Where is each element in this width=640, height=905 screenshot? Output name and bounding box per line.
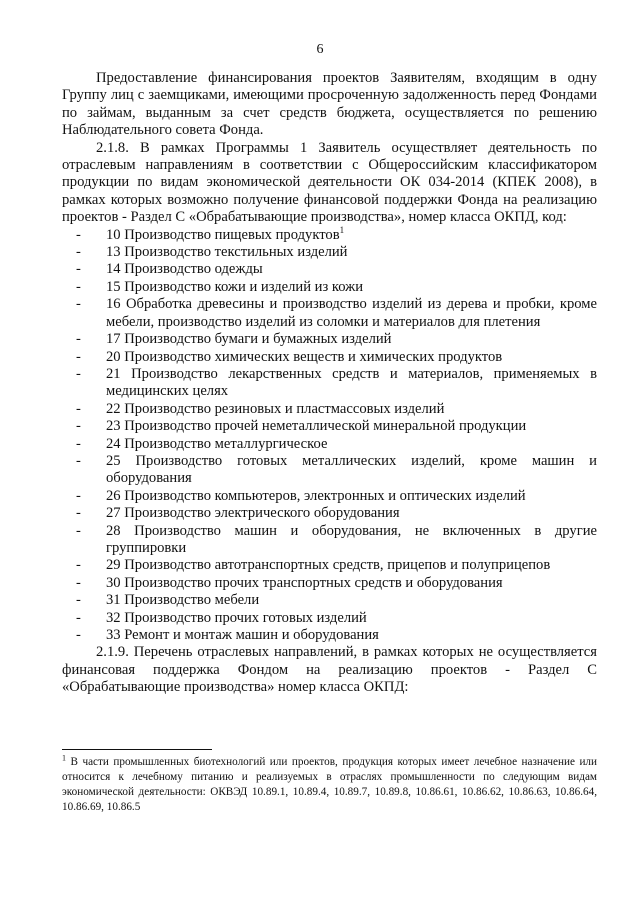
list-item: [62, 349, 597, 366]
list-item-text: 26 Производство компьютеров, электронных и оптических изделий: [106, 487, 526, 504]
list-item: [62, 244, 597, 261]
list-item: [62, 296, 597, 331]
list-item: [62, 224, 597, 244]
list-dash: -: [76, 244, 81, 261]
list-dash: -: [76, 487, 81, 504]
list-item-text: 31 Производство мебели: [106, 592, 260, 609]
list-item-text: 23 Производство прочей неметаллической минеральной продукции: [106, 418, 527, 435]
list-dash: -: [76, 435, 81, 452]
footnote-text: В части промышленных биотехнологий или проектов, продукция которых имеет лечебное назначение или относится к лечебному питанию и реализуемых в отраслях промышленности по следующим видам экономической деятельности: ОКВЭД 10.89.1, 10.89.4, 10.89.7, 10.89.8, 10.86.61, 10.86.62, 10.86.63, 10.86.64, 10.86.69, 10.86.5: [62, 756, 597, 813]
list-item: [62, 488, 597, 505]
paragraph-funding-group: Предоставление финансирования проектов Заявителям, входящим в одну Группу лиц с заемщиками, имеющими просроченную задолженность перед Фондами по займам, выданным за счет средств бюджета, осуществляется по решению Наблюдательного совета Фонда.: [62, 70, 597, 139]
list-item-text: 33 Ремонт и монтаж машин и оборудования: [106, 627, 379, 643]
list-dash: -: [76, 418, 81, 435]
list-item: [62, 505, 597, 522]
list-item: [62, 436, 597, 453]
paragraph-2-1-9: 2.1.9. Перечень отраслевых направлений, в рамках которых не осуществляется финансовая поддержка Фондом на реализацию проектов - Раздел С «Обрабатывающие производства» номер класса ОКПД:: [62, 644, 597, 696]
list-item: [62, 279, 597, 296]
list-dash: -: [76, 452, 81, 469]
footnote-separator: [62, 749, 212, 750]
list-item: [62, 610, 597, 627]
list-item-text: 14 Производство одежды: [106, 261, 263, 278]
list-dash: -: [76, 278, 81, 295]
list-item: [62, 592, 597, 609]
list-item: [62, 575, 597, 592]
list-item: [62, 366, 597, 401]
list-dash: -: [76, 261, 81, 278]
list-item-text: 15 Производство кожи и изделий из кожи: [106, 278, 364, 295]
footnote-reference: 1: [339, 224, 345, 235]
list-item-text: 24 Производство металлургическое: [106, 435, 328, 452]
list-dash: -: [76, 365, 81, 382]
list-item: [62, 557, 597, 574]
list-item: [62, 418, 597, 435]
list-dash: -: [76, 557, 81, 574]
page-content: [62, 70, 597, 697]
list-dash: -: [76, 400, 81, 417]
list-item-text: 13 Производство текстильных изделий: [106, 244, 348, 261]
list-dash: -: [76, 522, 81, 539]
list-item-text: 16 Обработка древесины и производство изделий из дерева и пробки, кроме мебели, производство изделий из соломки и материалов для плетения: [106, 296, 597, 330]
list-dash: -: [76, 296, 81, 313]
list-item-text: 32 Производство прочих готовых изделий: [106, 609, 367, 626]
list-dash: -: [76, 574, 81, 591]
list-item: [62, 453, 597, 488]
list-item-text: 30 Производство прочих транспортных средств и оборудования: [106, 574, 503, 591]
list-item: [62, 627, 597, 644]
list-item: [62, 401, 597, 418]
list-item: [62, 523, 597, 558]
list-item-text: 22 Производство резиновых и пластмассовых изделий: [106, 400, 445, 417]
list-dash: -: [76, 609, 81, 626]
list-item-text: 20 Производство химических веществ и химических продуктов: [106, 348, 503, 365]
list-item-text: 25 Производство готовых металлических изделий, кроме машин и оборудования: [106, 452, 597, 487]
list-item-text: 28 Производство машин и оборудования, не включенных в другие группировки: [106, 522, 597, 556]
list-dash: -: [76, 331, 81, 348]
paragraph-2-1-8: 2.1.8. В рамках Программы 1 Заявитель осуществляет деятельность по отраслевым направлениям в соответствии с Общероссийским классификатором продукции по видам экономической деятельности ОК 034-2014 (КПЕК 2008), в рамках которых возможно получение финансовой поддержки Фонда на реализацию проектов - Раздел С «Обрабатывающие производства», номер класса ОКПД, код:: [62, 139, 597, 226]
footnote-marker: 1: [62, 753, 66, 763]
list-item-text: 17 Производство бумаги и бумажных изделий: [106, 331, 392, 348]
list-dash: -: [76, 627, 81, 643]
list-item: [62, 261, 597, 278]
page-number: 6: [316, 42, 324, 57]
list-item-text: 27 Производство электрического оборудования: [106, 505, 400, 522]
footnote: [62, 755, 597, 815]
list-item: [62, 331, 597, 348]
okpd-industry-list: [62, 224, 597, 645]
list-item-text: 10 Производство пищевых продуктов: [106, 226, 340, 243]
list-dash: -: [76, 226, 81, 243]
list-item-text: 29 Производство автотранспортных средств, прицепов и полуприцепов: [106, 557, 551, 574]
list-dash: -: [76, 348, 81, 365]
list-dash: -: [76, 592, 81, 609]
list-item-text: 21 Производство лекарственных средств и материалов, применяемых в медицинских целях: [106, 365, 597, 400]
list-dash: -: [76, 505, 81, 522]
